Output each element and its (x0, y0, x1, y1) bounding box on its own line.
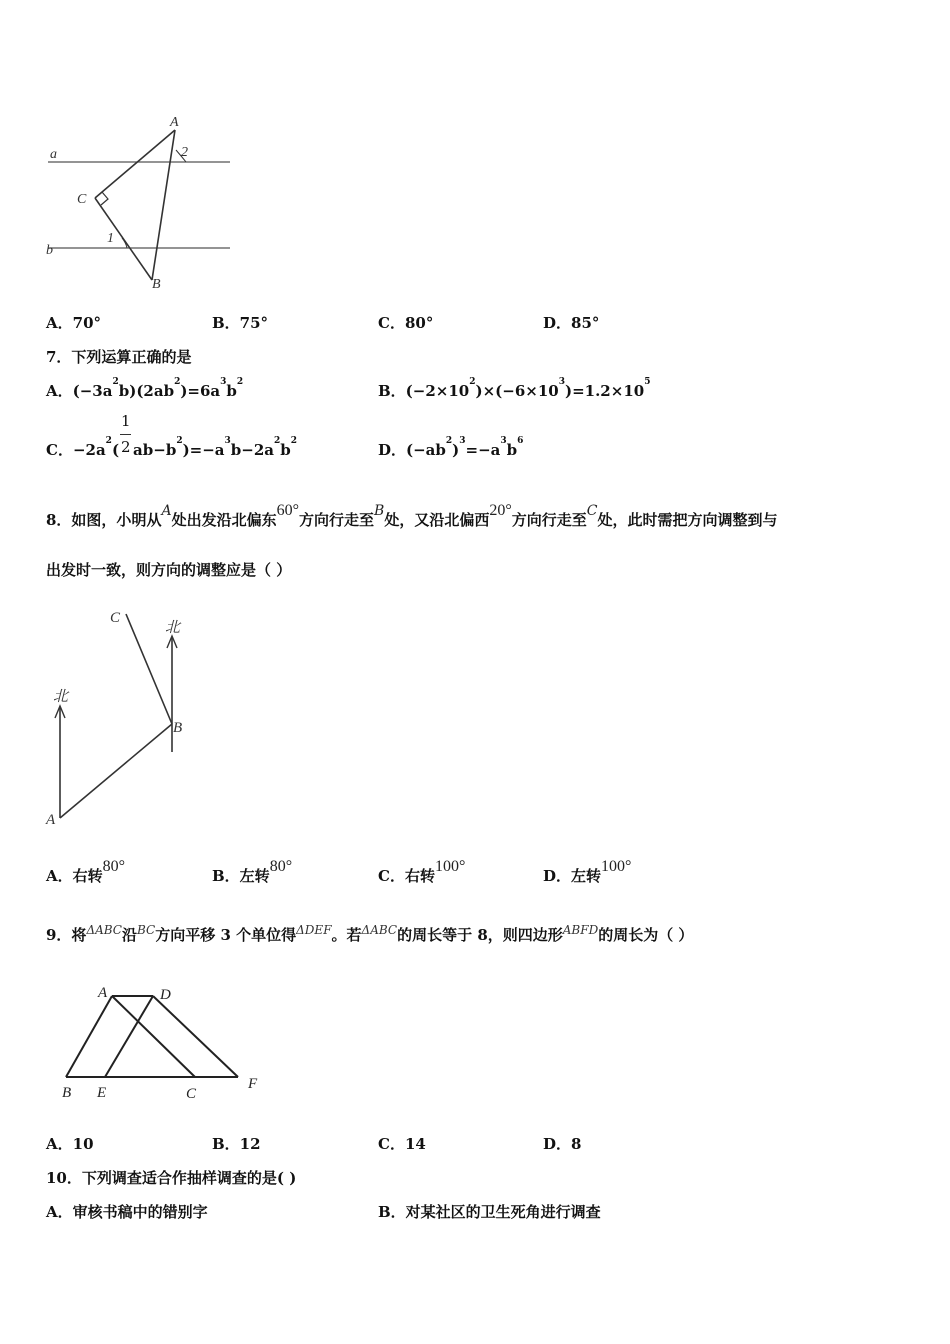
fig8-label-north-b: 北 (165, 620, 181, 636)
fig8-label-C: C (110, 610, 121, 626)
fig6-label-B: B (152, 277, 161, 292)
fig9-label-D: D (160, 987, 171, 1003)
fig9-label-C: C (186, 1086, 197, 1102)
fig9-label-A: A (98, 985, 108, 1001)
fig8-label-north-a: 北 (53, 689, 69, 705)
segment-ab (152, 130, 175, 280)
q9-option-b[interactable]: B．12 (212, 1135, 261, 1153)
fig6-label-a: a (50, 147, 57, 162)
segment-ca (95, 130, 175, 198)
q8-option-b[interactable]: B．左转80° (212, 858, 293, 885)
q7-option-c[interactable]: C．$-2a^2$( $ab-b^2)=-a^3b-2a^2b^2$ (46, 436, 298, 459)
q6-option-c[interactable]: C．80° (378, 314, 434, 332)
q9-option-c[interactable]: C．14 (378, 1135, 426, 1153)
segment-de (105, 996, 153, 1077)
q7-fraction-numerator: 1 (121, 412, 131, 430)
q7-option-a[interactable]: A．$(-3a^2b)(2ab^2)=6a^3b^2$ (46, 377, 244, 400)
q6-option-d[interactable]: D．85° (543, 314, 600, 332)
q8-text-line1: 8．如图，小明从A处出发沿北偏东60°方向行走至B处，又沿北偏西20°方向行走至C处，此时需把方向调整到与 (46, 502, 778, 529)
segment-ab (66, 996, 112, 1077)
fig8-label-A: A (46, 812, 56, 828)
q9-text: 9．将$^{\Delta ABC}$沿$^{BC}$方向平移 3 个单位得$^{\Delta DEF}$。若$^{\Delta ABC}$的周长等于 8，则四边形$^{ABFD}$的周长为（ ） (46, 923, 694, 944)
q8-option-c[interactable]: C．右转100° (378, 858, 466, 885)
fig6-label-2: 2 (181, 145, 188, 160)
q6-option-b[interactable]: B．75° (212, 314, 269, 332)
q7-option-b[interactable]: B．$(-2\times 10^2)\times(-6\times 10^3)=1.2\times 10^5$ (378, 377, 651, 400)
segment-df (153, 996, 238, 1077)
q10-option-b[interactable]: B．对某社区的卫生死角进行调查 (378, 1203, 601, 1221)
segment-cb (95, 198, 152, 280)
q7-title: 7．下列运算正确的是 (46, 348, 192, 366)
segment-ac (112, 996, 195, 1077)
q7-fraction-denominator: 2 (121, 438, 131, 456)
q6-figure (40, 110, 240, 300)
q8-option-d[interactable]: D．左转100° (543, 858, 632, 885)
fig6-label-b: b (46, 243, 53, 258)
q10-title: 10．下列调查适合作抽样调查的是( ) (46, 1169, 297, 1187)
q9-option-d[interactable]: D．8 (543, 1135, 582, 1153)
fig6-label-C: C (77, 192, 87, 207)
fig9-label-B: B (62, 1085, 72, 1101)
q9-figure (50, 980, 270, 1105)
q9-option-a[interactable]: A．10 (46, 1135, 94, 1153)
q8-option-a[interactable]: A．右转80° (46, 858, 126, 885)
fig9-label-F: F (248, 1076, 258, 1092)
q10-option-a[interactable]: A．审核书稿中的错别字 (46, 1203, 208, 1221)
q7-option-d[interactable]: D．$(-ab^2)^3=-a^3b^6$ (378, 436, 524, 459)
right-angle-mark (101, 192, 108, 205)
fig8-label-B: B (173, 720, 183, 736)
fig9-label-E: E (97, 1085, 107, 1101)
q6-option-a[interactable]: A．70° (46, 314, 102, 332)
fig6-label-1: 1 (107, 231, 114, 246)
q8-figure (40, 600, 210, 830)
path-ab (60, 724, 172, 818)
q8-text-line2: 出发时一致，则方向的调整应是（ ） (46, 561, 292, 579)
fig6-label-A: A (170, 115, 179, 130)
q7-fraction-bar (120, 434, 131, 435)
